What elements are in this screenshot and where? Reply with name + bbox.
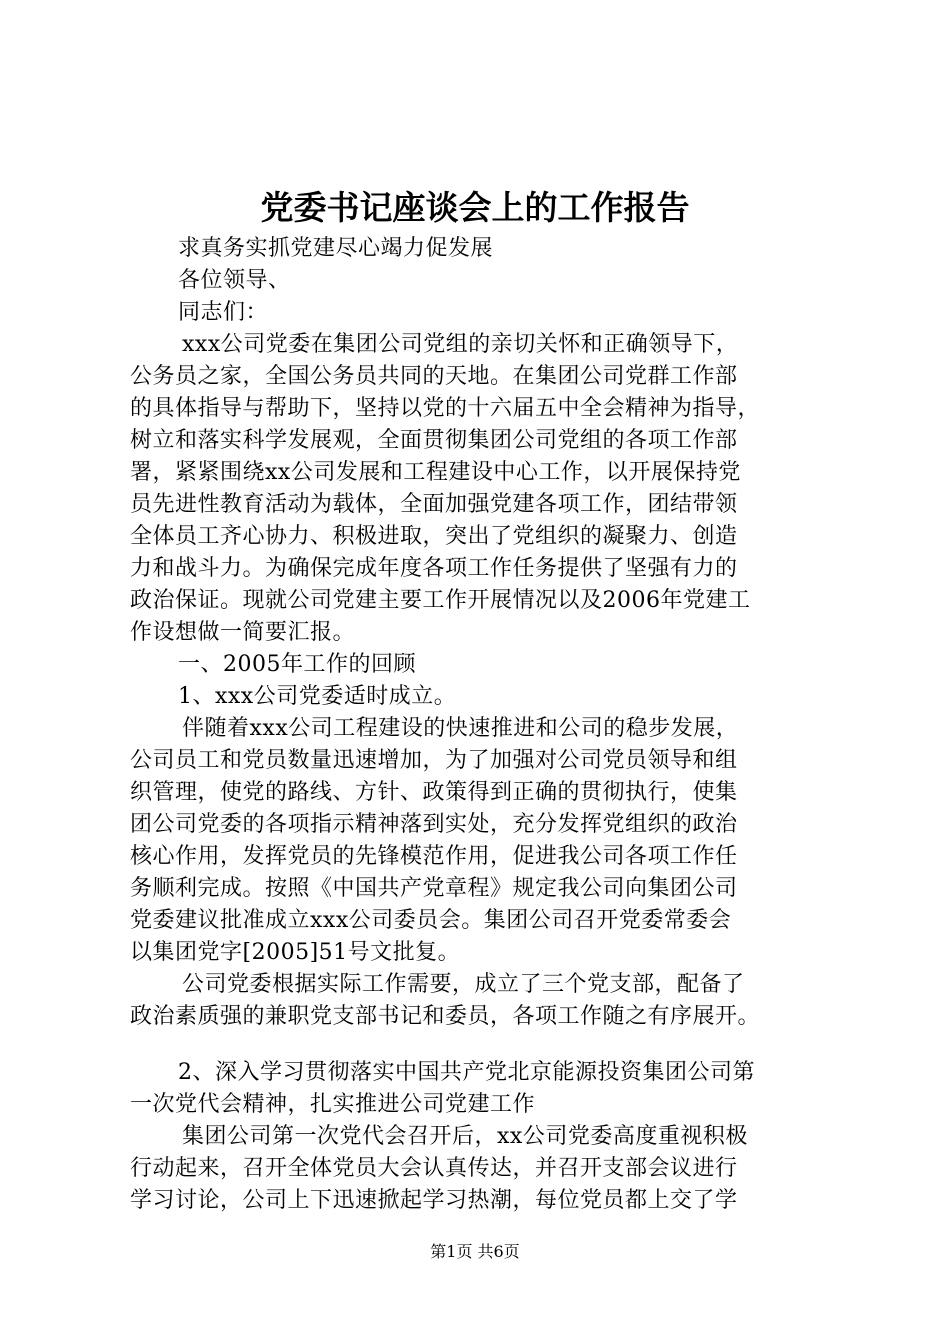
paragraph-line: 政治素质强的兼职党支部书记和委员，各项工作随之有序展开。 <box>130 1004 761 1029</box>
paragraph-line: xxx公司党委在集团公司党组的亲切关怀和正确领导下， <box>182 332 739 357</box>
paragraph-line: 以集团党字[2005]51号文批复。 <box>130 940 461 965</box>
section-heading: 一、2005年工作的回顾 <box>178 652 416 677</box>
page-footer: 第1页 共6页 <box>430 1242 520 1261</box>
paragraph-line: 行动起来，召开全体党员大会认真传达，并召开支部会议进行 <box>130 1156 738 1181</box>
paragraph-line: 政治保证。现就公司党建主要工作开展情况以及2006年党建工 <box>130 588 751 613</box>
paragraph-line: 树立和落实科学发展观，全面贯彻集团公司党组的各项工作部 <box>130 428 738 453</box>
paragraph-line: 党委建议批准成立xxx公司委员会。集团公司召开党委常委会 <box>130 908 732 933</box>
document-title: 党委书记座谈会上的工作报告 <box>260 188 690 227</box>
subtitle-line: 求真务实抓党建尽心竭力促发展 <box>178 236 494 261</box>
paragraph-line: 伴随着xxx公司工程建设的快速推进和公司的稳步发展， <box>182 716 739 741</box>
subsection-heading: 2、深入学习贯彻落实中国共产党北京能源投资集团公司第 <box>178 1060 755 1085</box>
subsection-heading: 一次党代会精神，扎实推进公司党建工作 <box>130 1092 536 1117</box>
paragraph-line: 团公司党委的各项指示精神落到实处，充分发挥党组织的政治 <box>130 812 738 837</box>
paragraph-line: 织管理，使党的路线、方针、政策得到正确的贯彻执行，使集 <box>130 780 738 805</box>
paragraph-line: 全体员工齐心协力、积极进取，突出了党组织的凝聚力、创造 <box>130 524 738 549</box>
salutation-line: 各位领导、 <box>178 268 291 293</box>
subsection-heading: 1、xxx公司党委适时成立。 <box>178 684 457 709</box>
document-body <box>130 233 830 1217</box>
paragraph-line: 的具体指导与帮助下，坚持以党的十六届五中全会精神为指导， <box>130 396 761 421</box>
paragraph-line: 务顺利完成。按照《中国共产党章程》规定我公司向集团公司 <box>130 876 738 901</box>
paragraph-line: 署，紧紧围绕xx公司发展和工程建设中心工作，以开展保持党 <box>130 460 741 485</box>
paragraph-line: 员先进性教育活动为载体，全面加强党建各项工作，团结带领 <box>130 492 738 517</box>
paragraph-line: 公司员工和党员数量迅速增加，为了加强对公司党员领导和组 <box>130 748 738 773</box>
paragraph-line: 作设想做一简要汇报。 <box>130 620 356 645</box>
paragraph-line: 学习讨论，公司上下迅速掀起学习热潮，每位党员都上交了学 <box>130 1188 738 1213</box>
paragraph-gap <box>130 1033 830 1057</box>
paragraph-line: 集团公司第一次党代会召开后，xx公司党委高度重视积极 <box>182 1124 748 1149</box>
paragraph-line: 力和战斗力。为确保完成年度各项工作任务提供了坚强有力的 <box>130 556 738 581</box>
salutation-line: 同志们： <box>178 300 269 325</box>
paragraph-line: 公司党委根据实际工作需要，成立了三个党支部，配备了 <box>182 972 745 997</box>
paragraph-line: 公务员之家，全国公务员共同的天地。在集团公司党群工作部 <box>130 364 738 389</box>
paragraph-line: 核心作用，发挥党员的先锋模范作用，促进我公司各项工作任 <box>130 844 738 869</box>
